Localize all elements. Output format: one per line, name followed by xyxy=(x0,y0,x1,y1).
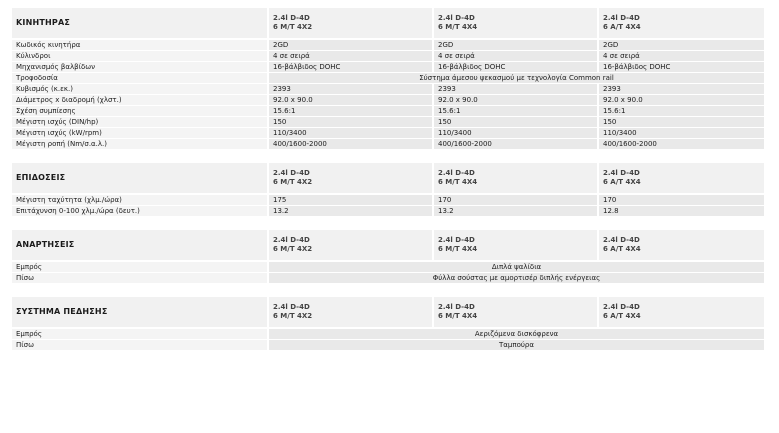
variant-transmission: 6 M/T 4X2 xyxy=(273,245,313,253)
row-value: 92.0 x 90.0 xyxy=(432,95,597,106)
variant-engine: 2.4l D-4D xyxy=(603,302,640,311)
row-value: 150 xyxy=(432,117,597,128)
section-header-engine xyxy=(12,8,764,40)
row-value: 170 xyxy=(597,195,764,206)
row-label: Κωδικός κινητήρα xyxy=(12,40,267,51)
row-value: 400/1600-2000 xyxy=(597,139,764,150)
section-title: ΚΙΝΗΤΗΡΑΣ xyxy=(12,8,267,40)
table-row xyxy=(12,340,764,351)
row-label: Πίσω xyxy=(12,340,267,351)
table-row xyxy=(12,84,764,95)
variant-header xyxy=(432,230,597,262)
row-value: 2393 xyxy=(597,84,764,95)
row-value: 16-βάλβιδος DOHC xyxy=(597,62,764,73)
row-label: Μέγιστη ταχύτητα (χλμ./ώρα) xyxy=(12,195,267,206)
variant-header xyxy=(267,297,432,329)
row-merged-value: Διπλά ψαλίδια xyxy=(267,262,764,273)
row-value: 110/3400 xyxy=(267,128,432,139)
variant-engine: 2.4l D-4D xyxy=(438,235,475,244)
table-row xyxy=(12,40,764,51)
row-value: 2393 xyxy=(432,84,597,95)
variant-engine: 2.4l D-4D xyxy=(273,13,310,22)
variant-header xyxy=(267,8,432,40)
row-value: 15.6:1 xyxy=(267,106,432,117)
row-merged-value: Σύστημα άμεσου ψεκασμού με τεχνολογία Common rail xyxy=(267,73,764,84)
row-label: Εμπρός xyxy=(12,329,267,340)
variant-transmission: 6 A/T 4X4 xyxy=(603,178,641,186)
variant-engine: 2.4l D-4D xyxy=(438,168,475,177)
section-spacer xyxy=(12,217,764,230)
row-value: 4 σε σειρά xyxy=(432,51,597,62)
table-row xyxy=(12,195,764,206)
table-row xyxy=(12,206,764,217)
row-value: 4 σε σειρά xyxy=(267,51,432,62)
row-value: 150 xyxy=(267,117,432,128)
row-value: 12.8 xyxy=(597,206,764,217)
row-value: 150 xyxy=(597,117,764,128)
row-label: Πίσω xyxy=(12,273,267,284)
variant-header xyxy=(267,230,432,262)
section-header-suspension xyxy=(12,230,764,262)
variant-engine: 2.4l D-4D xyxy=(273,168,310,177)
variant-transmission: 6 M/T 4X4 xyxy=(438,23,478,31)
row-value: 16-βάλβιδος DOHC xyxy=(432,62,597,73)
table-row xyxy=(12,62,764,73)
variant-header xyxy=(597,8,764,40)
table-row xyxy=(12,117,764,128)
variant-engine: 2.4l D-4D xyxy=(273,302,310,311)
row-label: Διάμετρος x διαδρομή (χλστ.) xyxy=(12,95,267,106)
row-label: Εμπρός xyxy=(12,262,267,273)
row-value: 400/1600-2000 xyxy=(432,139,597,150)
row-value: 110/3400 xyxy=(432,128,597,139)
row-value: 13.2 xyxy=(267,206,432,217)
variant-header xyxy=(432,8,597,40)
variant-header xyxy=(432,297,597,329)
variant-transmission: 6 M/T 4X2 xyxy=(273,23,313,31)
row-label: Κύλινδροι xyxy=(12,51,267,62)
row-value: 400/1600-2000 xyxy=(267,139,432,150)
specifications-table xyxy=(12,8,764,351)
variant-engine: 2.4l D-4D xyxy=(603,168,640,177)
variant-engine: 2.4l D-4D xyxy=(438,13,475,22)
section-header-brakes xyxy=(12,297,764,329)
table-row xyxy=(12,329,764,340)
variant-transmission: 6 M/T 4X4 xyxy=(438,312,478,320)
variant-header xyxy=(267,163,432,195)
variant-transmission: 6 M/T 4X4 xyxy=(438,178,478,186)
table-row xyxy=(12,106,764,117)
row-value: 2GD xyxy=(432,40,597,51)
variant-header xyxy=(597,163,764,195)
table-row xyxy=(12,128,764,139)
row-value: 170 xyxy=(432,195,597,206)
variant-transmission: 6 A/T 4X4 xyxy=(603,23,641,31)
row-value: 175 xyxy=(267,195,432,206)
variant-transmission: 6 A/T 4X4 xyxy=(603,312,641,320)
row-value: 2GD xyxy=(597,40,764,51)
variant-engine: 2.4l D-4D xyxy=(603,235,640,244)
variant-engine: 2.4l D-4D xyxy=(438,302,475,311)
table-row xyxy=(12,273,764,284)
row-value: 110/3400 xyxy=(597,128,764,139)
variant-transmission: 6 M/T 4X2 xyxy=(273,312,313,320)
row-merged-value: Αεριζόμενα δισκόφρενα xyxy=(267,329,764,340)
table-row xyxy=(12,51,764,62)
variant-engine: 2.4l D-4D xyxy=(603,13,640,22)
table-row xyxy=(12,73,764,84)
row-value: 2GD xyxy=(267,40,432,51)
row-value: 2393 xyxy=(267,84,432,95)
variant-header xyxy=(597,230,764,262)
variant-header xyxy=(597,297,764,329)
row-value: 4 σε σειρά xyxy=(597,51,764,62)
variant-transmission: 6 M/T 4X4 xyxy=(438,245,478,253)
row-value: 16-βάλβιδος DOHC xyxy=(267,62,432,73)
row-label: Μέγιστη ροπή (Nm/σ.α.λ.) xyxy=(12,139,267,150)
table-row xyxy=(12,139,764,150)
section-spacer xyxy=(12,150,764,163)
table-row xyxy=(12,262,764,273)
row-merged-value: Φύλλα σούστας με αμορτισέρ διπλής ενέργειας xyxy=(267,273,764,284)
row-label: Μέγιστη ισχύς (DIN/hp) xyxy=(12,117,267,128)
row-label: Μηχανισμός βαλβίδων xyxy=(12,62,267,73)
row-label: Μέγιστη ισχύς (kW/rpm) xyxy=(12,128,267,139)
row-label: Τροφοδοσία xyxy=(12,73,267,84)
section-title: ΣΥΣΤΗΜΑ ΠΕΔΗΣΗΣ xyxy=(12,297,267,329)
variant-header xyxy=(432,163,597,195)
section-title: ΕΠΙΔΟΣΕΙΣ xyxy=(12,163,267,195)
section-header-performance xyxy=(12,163,764,195)
section-title: ΑΝΑΡΤΗΣΕΙΣ xyxy=(12,230,267,262)
variant-transmission: 6 M/T 4X2 xyxy=(273,178,313,186)
row-value: 15.6:1 xyxy=(432,106,597,117)
table-row xyxy=(12,95,764,106)
row-label: Σχέση συμπίεσης xyxy=(12,106,267,117)
section-spacer xyxy=(12,284,764,297)
row-value: 92.0 x 90.0 xyxy=(267,95,432,106)
row-value: 92.0 x 90.0 xyxy=(597,95,764,106)
row-merged-value: Ταμπούρα xyxy=(267,340,764,351)
row-value: 13.2 xyxy=(432,206,597,217)
row-label: Κυβισμός (κ.εκ.) xyxy=(12,84,267,95)
row-label: Επιτάχυνση 0-100 χλμ./ώρα (δευτ.) xyxy=(12,206,267,217)
row-value: 15.6:1 xyxy=(597,106,764,117)
variant-transmission: 6 A/T 4X4 xyxy=(603,245,641,253)
variant-engine: 2.4l D-4D xyxy=(273,235,310,244)
